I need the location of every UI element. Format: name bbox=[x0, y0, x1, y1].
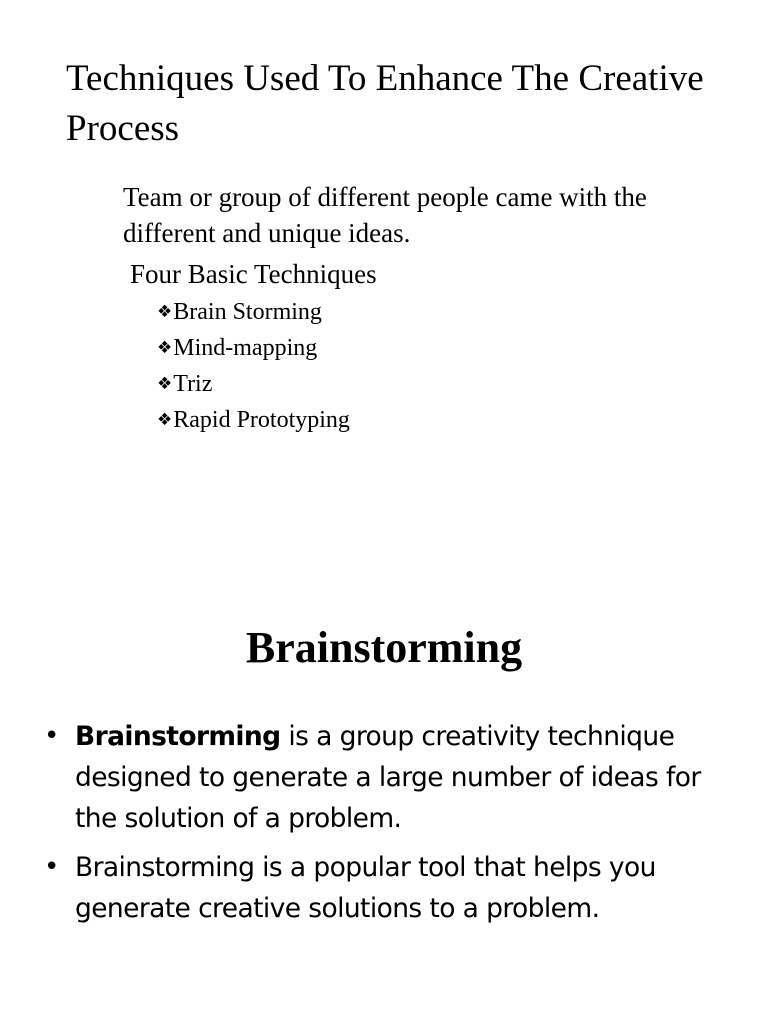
subheading: Four Basic Techniques bbox=[130, 259, 377, 289]
bullet-list bbox=[42, 716, 742, 937]
technique-label: Triz bbox=[173, 371, 213, 397]
list-item bbox=[157, 294, 350, 330]
technique-label: Brain Storming bbox=[173, 299, 322, 325]
bullet-dot-icon: • bbox=[44, 721, 59, 751]
intro-text: Team or group of different people came with the different and unique ideas. bbox=[123, 182, 647, 248]
slide-brainstorming bbox=[0, 512, 768, 1024]
techniques-list bbox=[157, 294, 350, 438]
bullet-lead: Brainstorming bbox=[75, 721, 281, 752]
bullet-text: is a group creativity technique designed to generate a large number of ideas for the solution of a problem. bbox=[75, 721, 701, 834]
list-item bbox=[42, 847, 742, 929]
list-item bbox=[157, 330, 350, 366]
bullet-dot-icon: • bbox=[44, 852, 59, 882]
technique-label: Rapid Prototyping bbox=[173, 407, 350, 433]
technique-label: Mind-mapping bbox=[173, 335, 318, 361]
list-item bbox=[157, 366, 350, 402]
slide-title: Brainstorming bbox=[245, 623, 523, 672]
slide-title: Techniques Used To Enhance The Creative Process bbox=[66, 58, 704, 149]
diamond-bullet-icon: ❖ bbox=[157, 338, 173, 358]
diamond-bullet-icon: ❖ bbox=[157, 410, 173, 430]
diamond-bullet-icon: ❖ bbox=[157, 374, 173, 394]
bullet-text: Brainstorming is a popular tool that helps you generate creative solutions to a problem. bbox=[75, 852, 656, 924]
list-item bbox=[157, 402, 350, 438]
diamond-bullet-icon: ❖ bbox=[157, 302, 173, 322]
list-item bbox=[42, 716, 742, 839]
